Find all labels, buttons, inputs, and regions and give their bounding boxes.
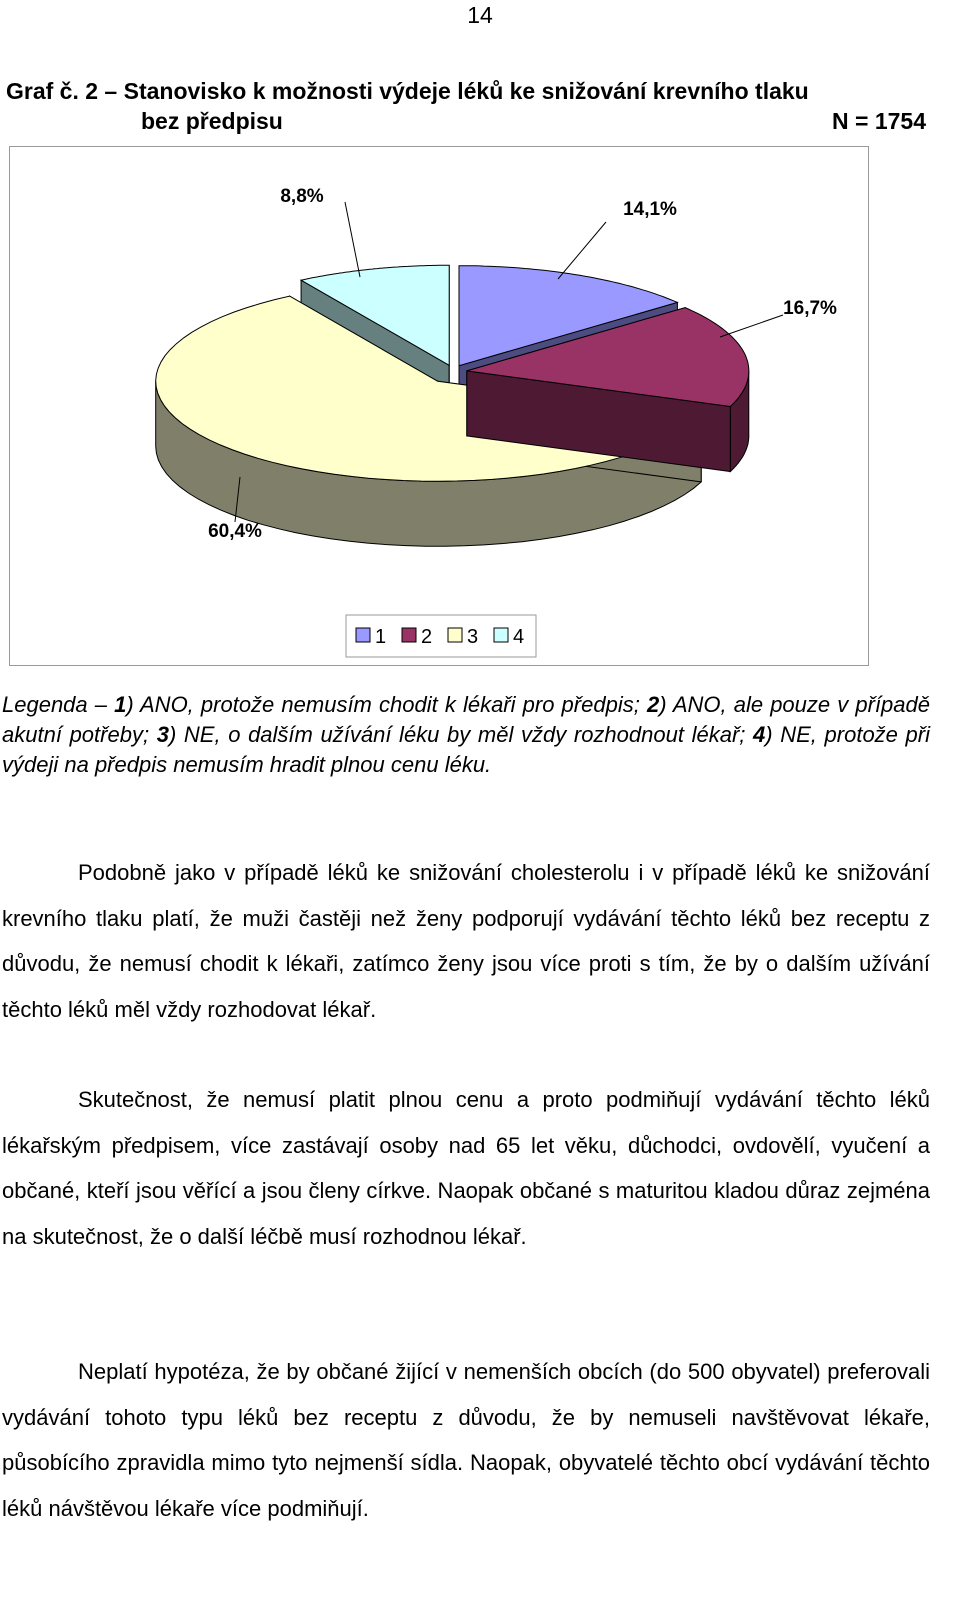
data-label-leader-4 [345, 202, 360, 277]
legend-swatch-1 [356, 628, 370, 642]
page-number: 14 [467, 2, 493, 28]
legend-label-2: 2 [421, 626, 433, 648]
graph-subtitle: bez předpisu [141, 108, 283, 134]
legend-item-1-text: ) ANO, protože nemusím chodit k lékaři pro předpis; [126, 692, 647, 717]
legend-item-2-text: ) ANO, ale pouze v případě akutní potřeby; [2, 692, 930, 747]
legend-item-1-number: 1 [114, 692, 127, 717]
paragraph-3-text: Neplatí hypotéza, že by občané žijící v nemenších obcích (do 500 obyvatel) preferovali vydávání tohoto typu léků bez receptu z důvodu, že by nemuseli navštěvovat lékaře, působícího zpravidla mimo tyto nejmenší sídla. Naopak, obyvatelé těchto obcí vydávání těchto léků návštěvou lékaře více podmiňují. [2, 1359, 930, 1521]
graph-title-line1: Graf č. 2 – Stanovisko k možnosti výdeje léků ke snižování krevního tlaku [6, 78, 809, 104]
legend-swatch-4 [494, 628, 508, 642]
data-label-leader-2 [720, 315, 783, 337]
legend-caption-prefix: Legenda – [2, 692, 115, 717]
graph-title [6, 76, 926, 136]
chart-legend [346, 615, 536, 657]
pie-chart-canvas [10, 147, 870, 667]
data-label-4: 8,8% [280, 186, 324, 207]
paragraph-1-text: Podobně jako v případě léků ke snižování cholesterolu i v případě léků ke snižování krevního tlaku platí, že muži častěji než ženy podporují vydávání těchto léků bez receptu z důvodu, že nemusí chodit k lékaři, zatímco ženy jsou více proti s tím, že by o dalším užívání těchto léků měl vždy rozhodovat lékař. [2, 860, 930, 1022]
legend-item-2-number: 2 [646, 692, 660, 717]
legend-swatch-2 [402, 628, 416, 642]
legend-swatch-3 [448, 628, 462, 642]
paragraph-1 [2, 850, 930, 1032]
data-label-2: 16,7% [783, 298, 837, 319]
data-label-leader-1 [558, 222, 606, 279]
legend-label-4: 4 [513, 626, 525, 648]
legend-item-4-text: ) NE, protože při výdeji na předpis nemusím hradit plnou cenu léku. [2, 722, 930, 777]
paragraph-2 [2, 1077, 930, 1259]
legend-item-3-number: 3 [156, 722, 169, 747]
legend-caption [2, 690, 930, 780]
graph-title-line2 [6, 106, 926, 136]
legend-item-4-number: 4 [753, 722, 766, 747]
legend-label-3: 3 [467, 626, 479, 648]
paragraph-2-text: Skutečnost, že nemusí platit plnou cenu a proto podmiňují vydávání těchto léků lékařským předpisem, více zastávají osoby nad 65 let věku, důchodci, ovdovělí, vyučení a občané, kteří jsou věřící a jsou členy církve. Naopak občané s maturitou kladou důraz zejména na skutečnost, že o další léčbě musí rozhodnou lékař. [2, 1087, 930, 1249]
legend-item-3-text: ) NE, o dalším užívání léku by měl vždy rozhodnout lékař; [168, 722, 754, 747]
data-label-1: 14,1% [623, 199, 677, 220]
data-label-3: 60,4% [208, 521, 262, 542]
pie-chart [9, 146, 869, 666]
pie-slices [156, 265, 749, 546]
paragraph-3 [2, 1349, 930, 1531]
legend-label-1: 1 [375, 626, 387, 648]
sample-size: N = 1754 [832, 108, 926, 134]
